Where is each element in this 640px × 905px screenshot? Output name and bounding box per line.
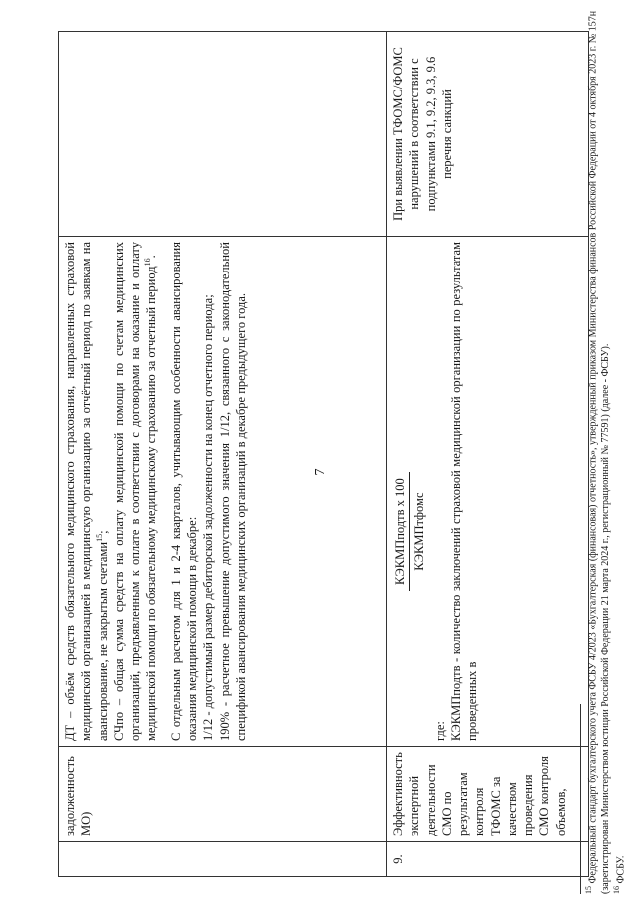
criteria-table <box>58 31 589 877</box>
formula-cell <box>387 237 589 747</box>
sanction-cell <box>59 32 387 237</box>
formula-numerator: КЭКМПподтв х 100 <box>392 472 410 591</box>
table-row <box>59 32 387 877</box>
criterion-name-cell: Эффективность экспертной деятельности СМО по результатам контроля ТФОМС за качеством проведения СМО контроля объемов, <box>387 747 589 842</box>
sanction-cell <box>387 32 589 237</box>
footnote-15: $^{15}$ Федеральный стандарт бухгалтерского учета ФСБУ 4/2023 «Бухгалтерская (финансовая) отчетность», утвержденный приказом Министерства финансов Российской Федерации от 4 октября 2023 г. № 157н (зарегистрирован Министерством юстиции Российской Федерации 21 марта 2024 г., регистрационный № 77591) (далее - ФСБУ). <box>584 10 612 894</box>
sanction-text: При выявлении ТФОМС/ФОМС нарушений в соответствии с подпунктами 9.1, 9.2, 9.3, 9.6 перечня санкций <box>391 47 454 221</box>
criteria-table-rotated <box>58 32 588 877</box>
footnotes <box>580 0 628 894</box>
efficiency-formula <box>392 472 428 591</box>
footnote-16: $^{16}$ ФСБУ. <box>612 855 627 894</box>
criterion-name: задолженность МО) <box>63 756 94 836</box>
table-row <box>387 32 589 877</box>
row-number-cell: 9. <box>387 842 589 877</box>
formula-cell <box>59 237 387 747</box>
formula-denominator: КЭКМПтфомс <box>412 492 427 571</box>
footnote-separator <box>580 704 581 894</box>
where-label: где: <box>432 721 447 741</box>
definition-dt: ДТ – объём средств обязательного медицинского страхования, направленных страховой медицинской организацией в медицинскую организацию за отчётный период по заявкам на авансирование, не закрытым счетами$^{15}$; СЧпо – общая сумма средств на оплату медицинской помощи по счетам медицинских организаций, предъявленным к оплате в соответствии с договорами на оказание и оплату медицинской помощи по обязательному медицинскому страхованию за отчетный период$^{16}$. <box>63 242 159 741</box>
page-number: 7 <box>313 468 328 476</box>
formula-definition: КЭКМПподтв - количество заключений страховой медицинской организации по результатам проведенных в <box>448 242 479 741</box>
excess-note: 190% - расчетное превышение допустимого значения 1/12, связанного с законодательной спецификой авансирования медицинских организаций в декабре предыдущего года. <box>217 242 248 741</box>
row-number-cell <box>59 842 387 877</box>
one-twelfth-note: 1/12 - допустимый размер дебиторской задолженности на конец отчетного периода; <box>201 294 216 741</box>
criterion-name-cell <box>59 747 387 842</box>
quarter-note: С отдельным расчетом для 1 и 2-4 кварталов, учитывающим особенности авансирования оказания медицинской помощи в декабре: <box>168 242 200 741</box>
